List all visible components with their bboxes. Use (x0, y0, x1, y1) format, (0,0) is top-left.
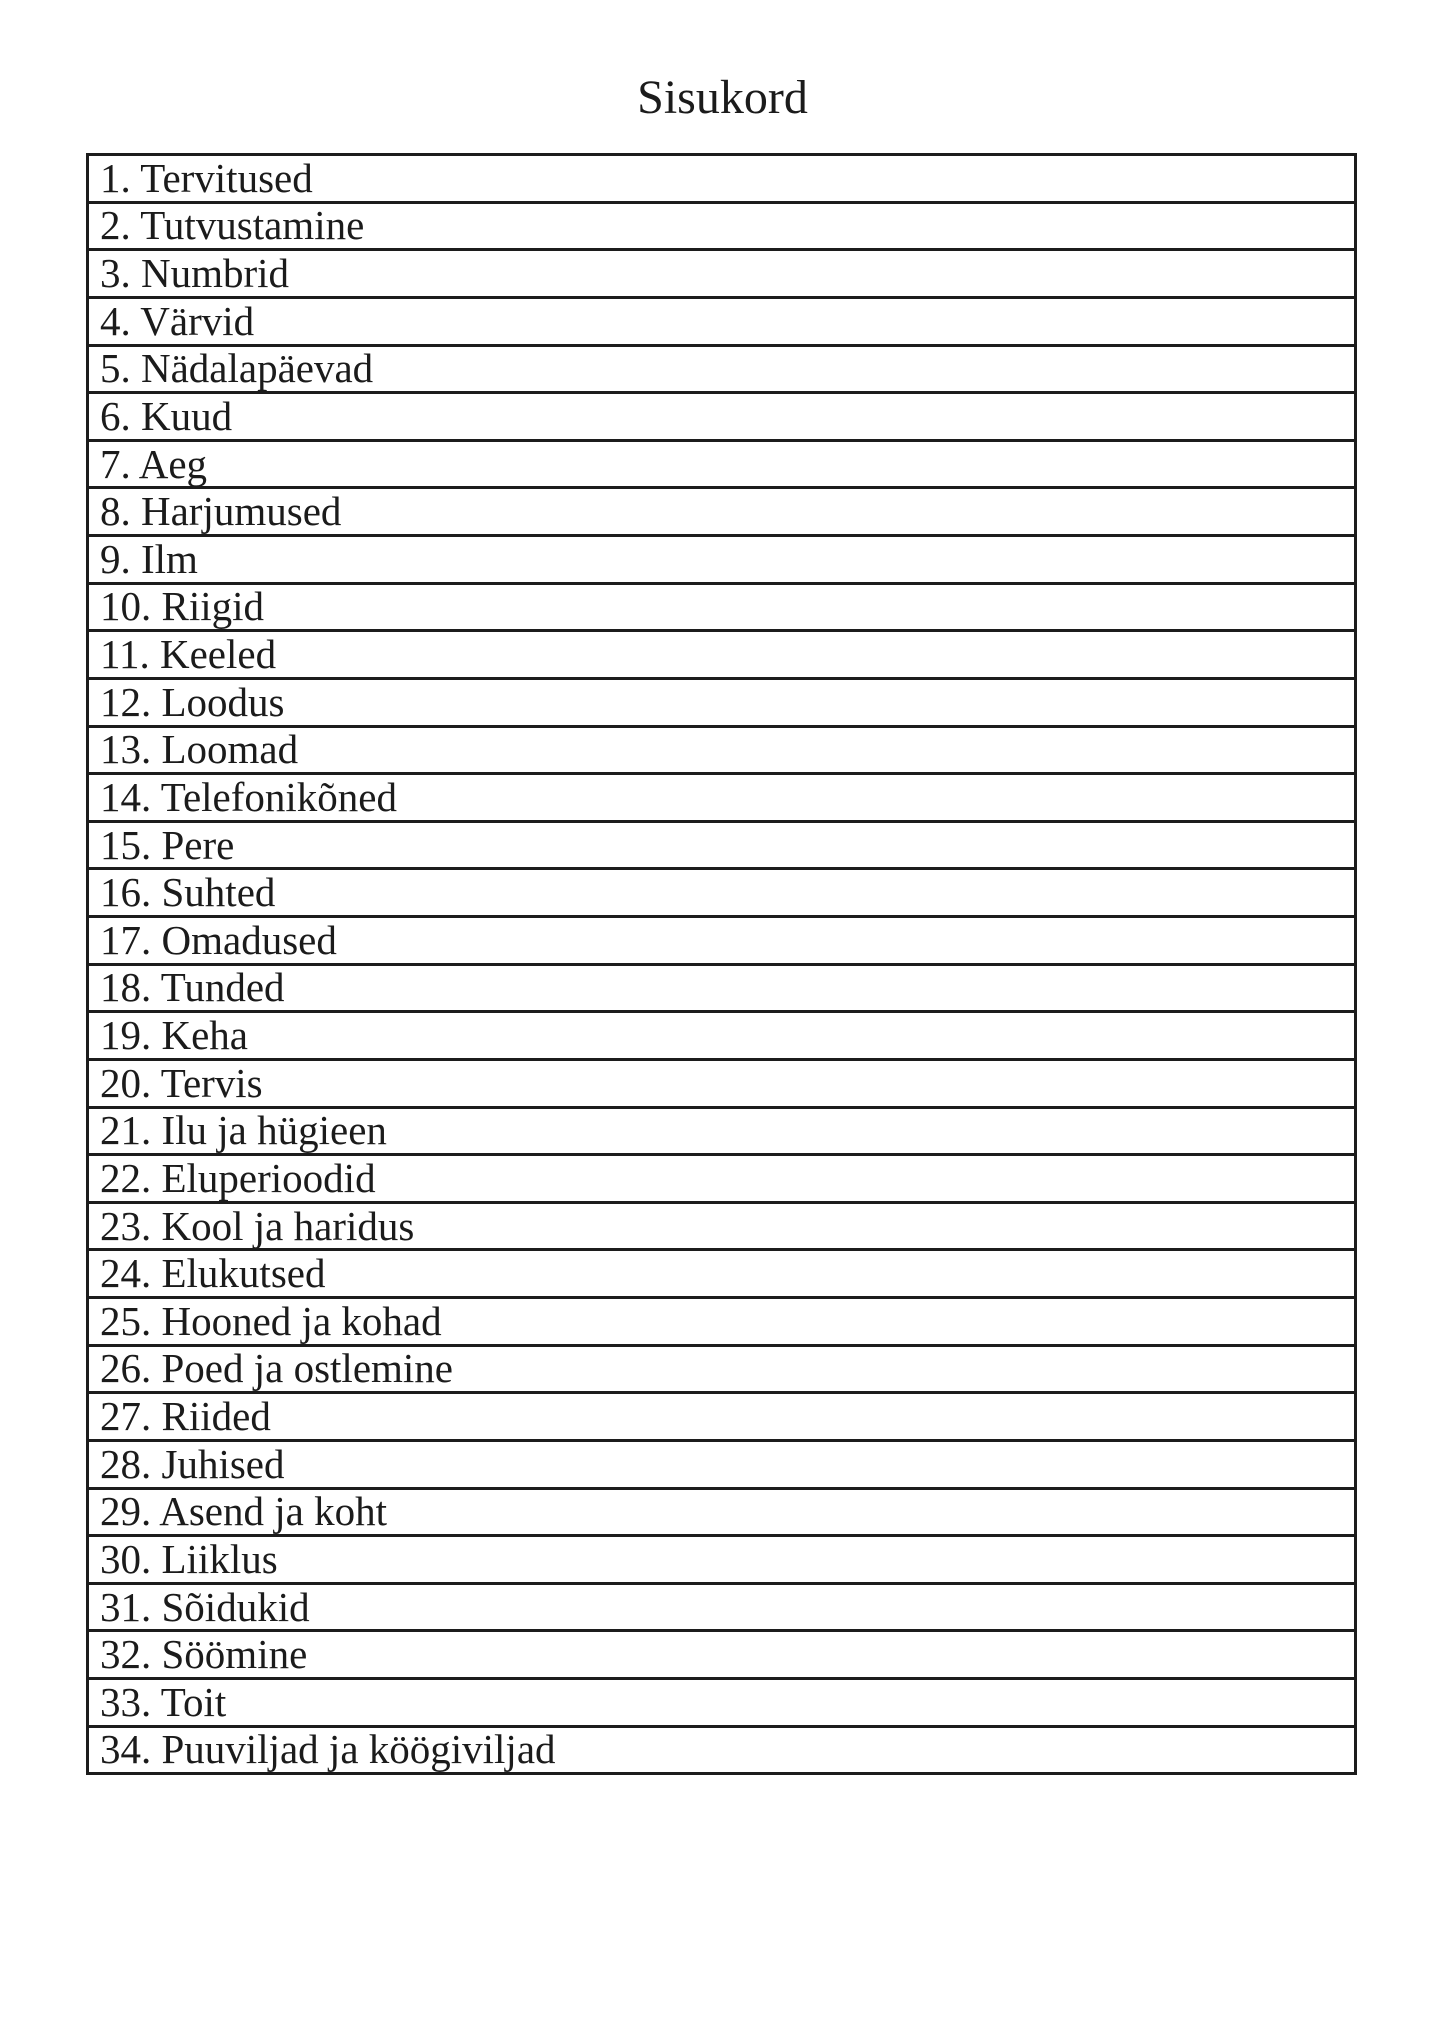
toc-row: 11. Keeled (89, 629, 1354, 677)
toc-row: 14. Telefonikõned (89, 772, 1354, 820)
toc-row: 9. Ilm (89, 534, 1354, 582)
toc-row: 8. Harjumused (89, 486, 1354, 534)
toc-row: 2. Tutvustamine (89, 201, 1354, 249)
toc-row: 30. Liiklus (89, 1534, 1354, 1582)
toc-row: 21. Ilu ja hügieen (89, 1106, 1354, 1154)
toc-row: 19. Keha (89, 1010, 1354, 1058)
toc-row: 25. Hooned ja kohad (89, 1296, 1354, 1344)
toc-row: 17. Omadused (89, 915, 1354, 963)
toc-row: 28. Juhised (89, 1439, 1354, 1487)
toc-row: 32. Söömine (89, 1629, 1354, 1677)
toc-row: 7. Aeg (89, 439, 1354, 487)
toc-row: 13. Loomad (89, 725, 1354, 773)
toc-row: 4. Värvid (89, 296, 1354, 344)
toc-row: 33. Toit (89, 1677, 1354, 1725)
toc-row: 34. Puuviljad ja köögiviljad (89, 1725, 1354, 1773)
toc-row: 24. Elukutsed (89, 1248, 1354, 1296)
toc-row: 29. Asend ja koht (89, 1487, 1354, 1535)
toc-row: 1. Tervitused (100, 154, 313, 201)
toc-row: 27. Riided (89, 1391, 1354, 1439)
toc-table (86, 153, 1357, 1775)
toc-row: 31. Sõidukid (89, 1582, 1354, 1630)
page-title: Sisukord (637, 71, 808, 124)
toc-row: 26. Poed ja ostlemine (89, 1344, 1354, 1392)
toc-row: 20. Tervis (89, 1058, 1354, 1106)
toc-row: 5. Nädalapäevad (89, 344, 1354, 392)
toc-row: 22. Eluperioodid (89, 1153, 1354, 1201)
toc-row: 15. Pere (89, 820, 1354, 868)
toc-row: 23. Kool ja haridus (89, 1201, 1354, 1249)
toc-row: 10. Riigid (89, 582, 1354, 630)
toc-row: 12. Loodus (89, 677, 1354, 725)
toc-row: 16. Suhted (89, 867, 1354, 915)
toc-row: 6. Kuud (89, 391, 1354, 439)
toc-row: 3. Numbrid (89, 248, 1354, 296)
toc-row: 18. Tunded (89, 963, 1354, 1011)
